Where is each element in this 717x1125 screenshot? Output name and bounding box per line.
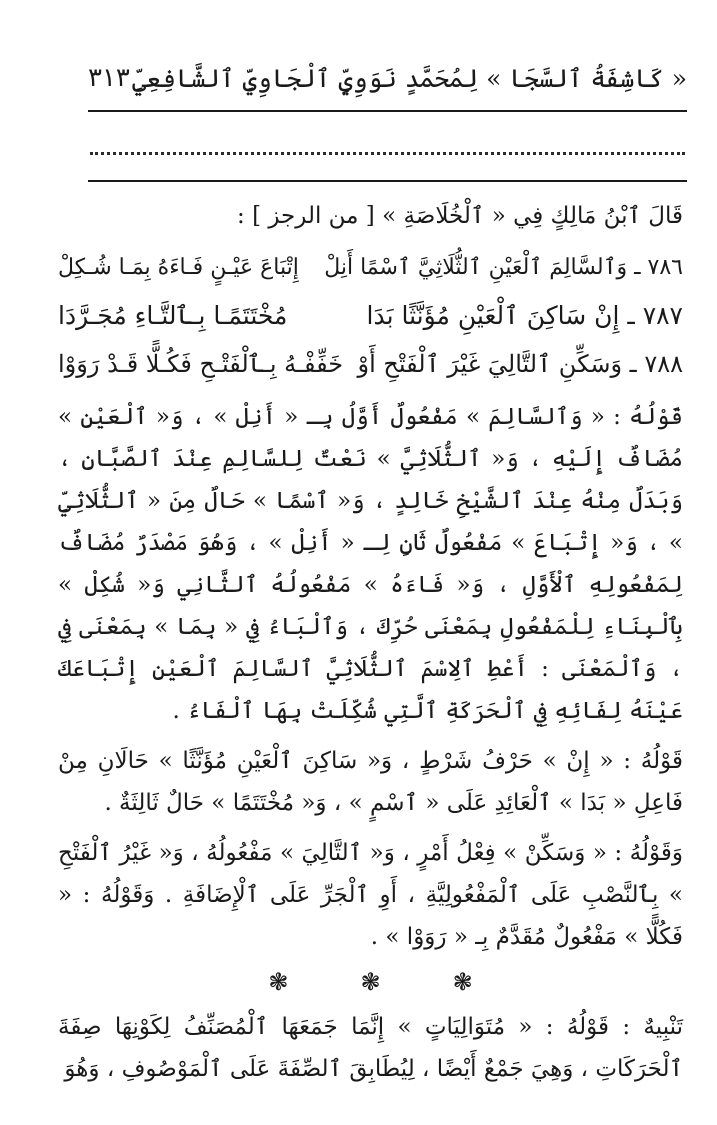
verse-second-hemistich: خَفِّفْـهُ بِـٱلْفَتْـحِ فَكُـلًّا قَـدْ رَوَوْا (58, 350, 344, 378)
page-number: ٣١٣ (88, 63, 130, 93)
commentary-paragraph: قَوْلُهُ : « إِنْ » حَرْفُ شَرْطٍ ، وَ« سَاكِنَ ٱلْعَيْنِ مُؤَنَّثًا » حَالَانِ مِنْ فَاعِلِ « بَدَا » ٱلْعَائِدِ عَلَى « ٱسْمٍ » ، وَ« مُخْتَتَمًا » حَالٌ ثَالِثَةٌ . (58, 748, 683, 816)
star-ornament-icon: ❃ (268, 968, 289, 996)
header-rule (88, 110, 687, 112)
main-text (58, 198, 683, 1090)
header-rule-lower (88, 180, 687, 182)
verse-second-hemistich: مُخْتَتَمًـا بِـٱلتَّـاءِ مُجَـرَّدَا (58, 301, 288, 330)
running-header (88, 52, 687, 104)
verse-line (58, 292, 683, 340)
star-ornament-icon: ❃ (452, 968, 473, 996)
verse-first-hemistich: ٧٨٨ ـ وَسَكِّنِ ٱلتَّالِيَ غَيْرَ ٱلْفَتْحِ أَوْ (357, 350, 683, 378)
dotted-separator (90, 132, 685, 155)
verse-second-hemistich: إِتْبَاعَ عَيْـنٍ فَـاءَهُ بِمَـا شُـكِلْ (58, 255, 299, 280)
note-paragraph: تَنْبِيهٌ : قَوْلُهُ : « مُتَوَالِيَاتٍ » إِنَّمَا جَمَعَهَا ٱلْمُصَنِّفُ لِكَوْنِهَا صِفَةَ ٱلْحَرَكَاتِ ، وَهِيَ جَمْعٌ أَيْضًا ، لِيُطَابِقَ ٱلصِّفَةَ عَلَى ٱلْمَوْصُوفِ ، وَهُوَ (58, 1014, 683, 1082)
verse-first-hemistich: ٧٨٧ ـ إِنْ سَاكِنَ ٱلْعَيْنِ مُؤَنَّثًا بَدَا (366, 301, 683, 330)
commentary-paragraph: وَقَوْلُهُ : « وَسَكِّنْ » فِعْلُ أَمْرٍ ، وَ« ٱلتَّالِيَ » مَفْعُولُهُ ، وَ« غَيْرُ ٱلْفَتْحِ » بِٱلنَّصْبِ عَلَى ٱلْمَفْعُولِيَّةِ ، أَوِ ٱلْجَرِّ عَلَى ٱلْإِضَافَةِ . وَقَوْلُهُ : « فَكُلًّا » مَفْعُولٌ مُقَدَّمٌ بِـ « رَوَوْا » . (58, 840, 683, 950)
verse-first-hemistich: ٧٨٦ ـ وَٱلسَّالِمَ ٱلْعَيْنِ ٱلثُّلَاثِيَّ ٱسْمًا أَنِلْ (324, 255, 683, 280)
intro-line: قَالَ ٱبْنُ مَالِكٍ فِي « ٱلْخُلَاصَةِ » [ من الرجز ] : (237, 203, 683, 229)
star-ornament-icon: ❃ (360, 968, 381, 996)
commentary-paragraph: قَوْلُهُ : « وَٱلسَّالِمَ » مَفْعُولٌ أَوَّلُ بِـ « أَنِلْ » ، وَ« ٱلْعَيْنِ » مُضَافٌ إِلَيْهِ ، وَ« ٱلثُّلَاثِيَّ » نَعْتٌ لِلسَّالِمِ عِنْدَ ٱلصَّبَّانِ ، وَبَدَلٌ مِنْهُ عِنْدَ ٱلشَّيْخِ خَالِدٍ ، وَ« ٱسْمًا » حَالٌ مِنَ « ٱلثُّلَاثِيِّ » ، وَ« إِتْبَاعَ » مَفْعُولٌ ثَانٍ لِـ « أَنِلْ » ، وَهُوَ مَصْدَرٌ مُضَافٌ لِمَفْعُولِهِ ٱلْأَوَّلِ ، وَ« فَاءَهُ » مَفْعُولُهُ ٱلثَّانِي وَ« شُكِلْ » بِٱلْبِنَاءِ لِلْمَفْعُولِ بِمَعْنَى حُرِّكَ ، وَٱلْبَاءُ فِي « بِمَا » بِمَعْنَى فِي ، وَٱلْمَعْنَى : أَعْطِ ٱلِاسْمَ ٱلثُّلَاثِيَّ ٱلسَّالِمَ ٱلْعَيْنِ إِتْبَاعَكَ عَيْنَهُ لِفَائِهِ فِي ٱلْحَرَكَةِ ٱلَّتِي شُكِّلَتْ بِهَا ٱلْفَاءُ . (58, 404, 683, 724)
section-separator (58, 962, 683, 1002)
verse-line (58, 340, 683, 388)
verse-line (58, 244, 683, 292)
running-title: « كَاشِفَةُ ٱلسَّجَا » لِمُحَمَّدٍ نَوَوِيٍّ ٱلْجَاوِيِّ ٱلشَّافِعِيِّ (132, 63, 687, 93)
